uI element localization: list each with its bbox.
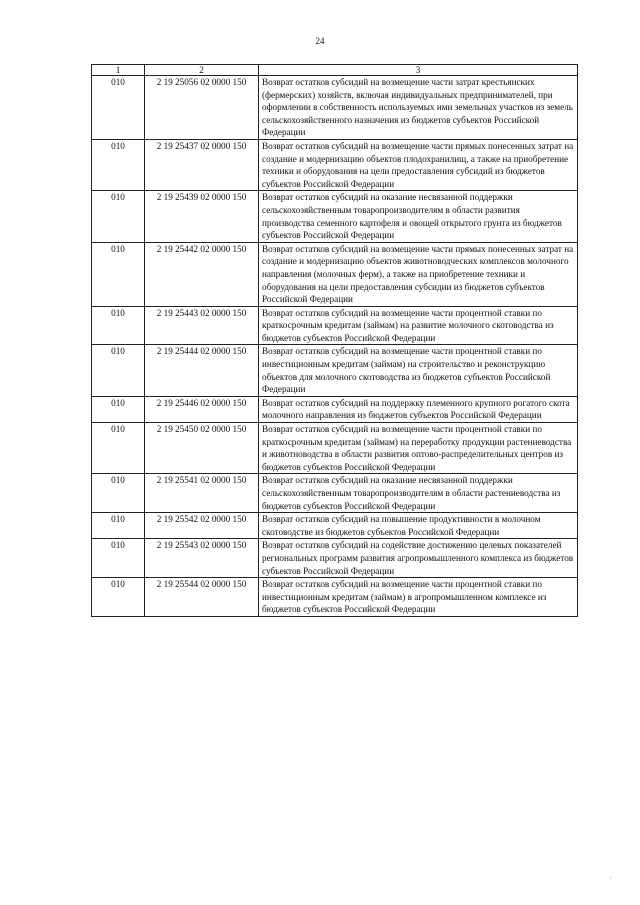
admin-code-cell: 010 xyxy=(92,191,145,242)
description-cell: Возврат остатков субсидий на оказание несвязанной поддержки сельскохозяйственным товаропроизводителям в области растениеводства из бюджетов субъектов Российской Федерации xyxy=(259,474,578,513)
description-cell: Возврат остатков субсидий на возмещение части процентной ставки по инвестиционным кредитам (займам) в агропромышленном комплексе из бюджетов субъектов Российской Федерации xyxy=(259,578,578,617)
budget-code-cell: 2 19 25542 02 0000 150 xyxy=(145,513,259,539)
budget-code-cell: 2 19 25437 02 0000 150 xyxy=(145,139,259,190)
corner-mark: · xyxy=(609,874,612,883)
table-row xyxy=(92,345,578,396)
budget-code-cell: 2 19 25444 02 0000 150 xyxy=(145,345,259,396)
admin-code-cell: 010 xyxy=(92,396,145,422)
table-row xyxy=(92,396,578,422)
table-header-row xyxy=(92,65,578,76)
description-cell: Возврат остатков субсидий на поддержку племенного крупного рогатого скота молочного направления из бюджетов субъектов Российской Федерации xyxy=(259,396,578,422)
admin-code-cell: 010 xyxy=(92,345,145,396)
description-cell: Возврат остатков субсидий на возмещение части прямых понесенных затрат на создание и модернизацию объектов животноводческих комплексов молочного направления (молочных ферм), а также на приобретение техники и оборудования на цели предоставления субсидии из бюджетов субъектов Российской Федерации xyxy=(259,242,578,306)
table-row xyxy=(92,474,578,513)
description-cell: Возврат остатков субсидий на содействие достижению целевых показателей региональных программ развития агропромышленного комплекса из бюджетов субъектов Российской Федерации xyxy=(259,539,578,578)
column-header-1: 1 xyxy=(92,65,145,76)
table-row xyxy=(92,139,578,190)
table-body xyxy=(92,76,578,617)
admin-code-cell: 010 xyxy=(92,539,145,578)
table-row xyxy=(92,191,578,242)
budget-code-cell: 2 19 25056 02 0000 150 xyxy=(145,76,259,140)
admin-code-cell: 010 xyxy=(92,139,145,190)
description-cell: Возврат остатков субсидий на возмещение части процентной ставки по инвестиционным кредитам (займам) на строительство и реконструкцию объектов для молочного скотоводства из бюджетов субъектов Российской Федерации xyxy=(259,345,578,396)
budget-code-cell: 2 19 25543 02 0000 150 xyxy=(145,539,259,578)
column-header-3: 3 xyxy=(259,65,578,76)
budget-code-cell: 2 19 25443 02 0000 150 xyxy=(145,306,259,345)
column-header-2: 2 xyxy=(145,65,259,76)
table-row xyxy=(92,513,578,539)
budget-code-cell: 2 19 25544 02 0000 150 xyxy=(145,578,259,617)
admin-code-cell: 010 xyxy=(92,578,145,617)
table-row xyxy=(92,539,578,578)
description-cell: Возврат остатков субсидий на возмещение части процентной ставки по краткосрочным кредитам (займам) на развитие молочного скотоводства из бюджетов субъектов Российской Федерации xyxy=(259,306,578,345)
admin-code-cell: 010 xyxy=(92,306,145,345)
description-cell: Возврат остатков субсидий на возмещение части процентной ставки по краткосрочным кредитам (займам) на переработку продукции растениеводства и животноводства в области развития оптово-распределительных центров из бюджетов субъектов Российской Федерации xyxy=(259,423,578,474)
budget-code-cell: 2 19 25541 02 0000 150 xyxy=(145,474,259,513)
admin-code-cell: 010 xyxy=(92,474,145,513)
budget-code-cell: 2 19 25439 02 0000 150 xyxy=(145,191,259,242)
table-row xyxy=(92,423,578,474)
budget-code-cell: 2 19 25450 02 0000 150 xyxy=(145,423,259,474)
description-cell: Возврат остатков субсидий на возмещение части затрат крестьянских (фермерских) хозяйств, включая индивидуальных предпринимателей, при оформлении в собственность используемых ими земельных участков из земель сельскохозяйственного назначения из бюджетов субъектов Российской Федерации xyxy=(259,76,578,140)
admin-code-cell: 010 xyxy=(92,76,145,140)
admin-code-cell: 010 xyxy=(92,513,145,539)
table-row xyxy=(92,242,578,306)
page-number: 24 xyxy=(315,36,325,46)
description-cell: Возврат остатков субсидий на оказание несвязанной поддержки сельскохозяйственным товаропроизводителям в области развития производства семенного картофеля и овощей открытого грунта из бюджетов субъектов Российской Федерации xyxy=(259,191,578,242)
table-row xyxy=(92,76,578,140)
description-cell: Возврат остатков субсидий на возмещение части прямых понесенных затрат на создание и модернизацию объектов плодохранилищ, а также на приобретение техники и оборудования на цели предоставления субсидий из бюджетов субъектов Российской Федерации xyxy=(259,139,578,190)
table-row xyxy=(92,578,578,617)
budget-code-cell: 2 19 25442 02 0000 150 xyxy=(145,242,259,306)
admin-code-cell: 010 xyxy=(92,423,145,474)
admin-code-cell: 010 xyxy=(92,242,145,306)
budget-code-cell: 2 19 25446 02 0000 150 xyxy=(145,396,259,422)
budget-classification-table xyxy=(91,64,578,617)
description-cell: Возврат остатков субсидий на повышение продуктивности в молочном скотоводстве из бюджетов субъектов Российской Федерации xyxy=(259,513,578,539)
table-row xyxy=(92,306,578,345)
